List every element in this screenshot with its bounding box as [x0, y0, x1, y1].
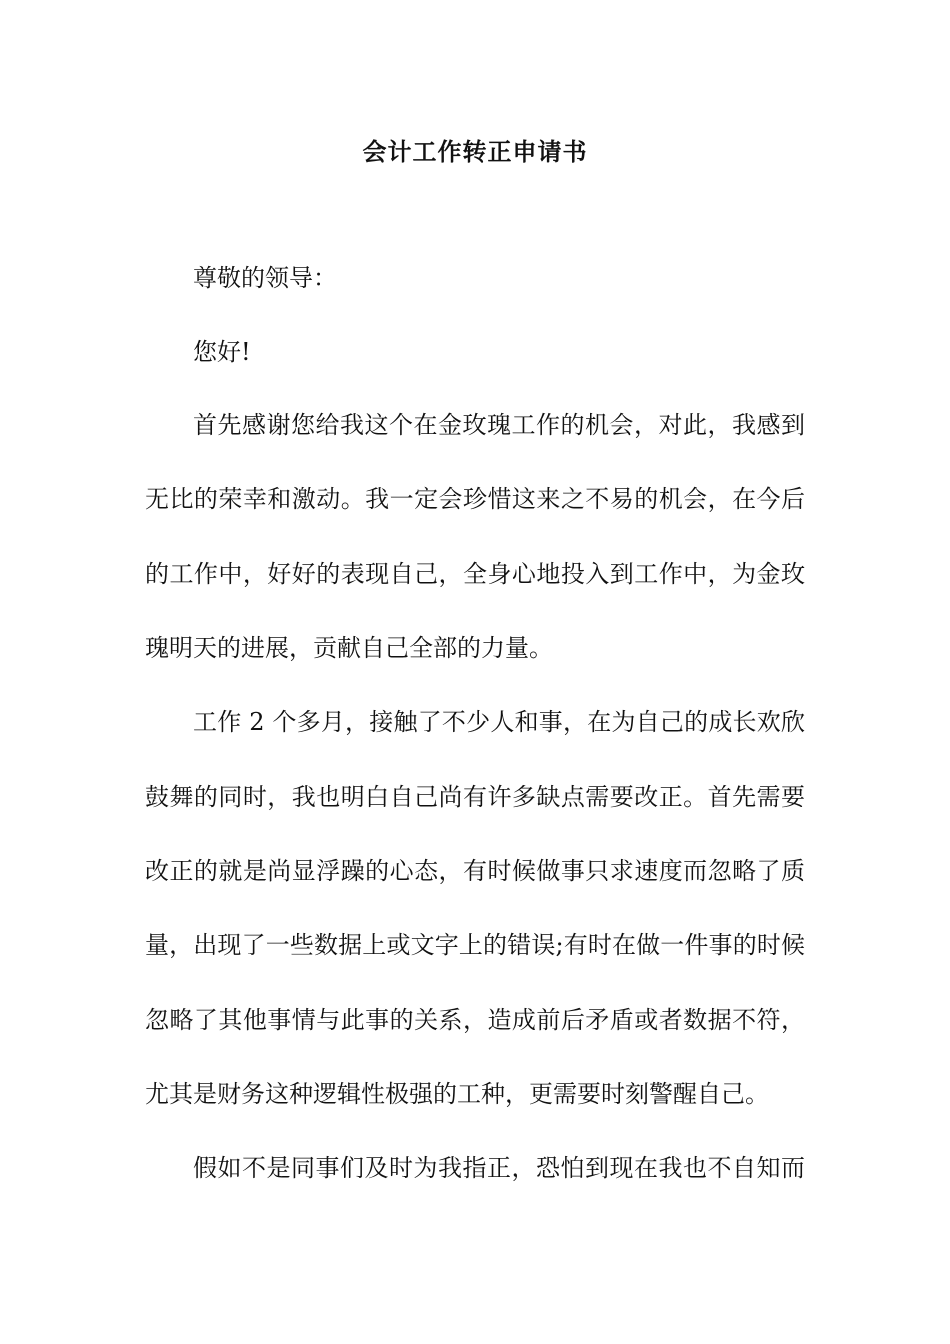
document-title: 会计工作转正申请书 [362, 137, 588, 166]
paragraph-1-line-1: 首先感谢您给我这个在金玫瑰工作的机会，对此，我感到 [193, 411, 805, 439]
paragraph-2-line-3: 改正的就是尚显浮躁的心态，有时候做事只求速度而忽略了质 [145, 857, 805, 885]
salutation: 尊敬的领导： [193, 264, 337, 292]
paragraph-3-line-1: 假如不是同事们及时为我指正，恐怕到现在我也不自知而 [193, 1154, 805, 1182]
greeting: 您好! [193, 338, 251, 366]
paragraph-2-line-2: 鼓舞的同时，我也明白自己尚有许多缺点需要改正。首先需要 [145, 783, 805, 811]
paragraph-2-line-5: 忽略了其他事情与此事的关系，造成前后矛盾或者数据不符， [145, 1006, 805, 1034]
paragraph-1-line-3: 的工作中，好好的表现自己，全身心地投入到工作中，为金玫 [145, 560, 805, 588]
paragraph-1-line-2: 无比的荣幸和激动。我一定会珍惜这来之不易的机会，在今后 [145, 485, 805, 513]
paragraph-1-line-4: 瑰明天的进展，贡献自己全部的力量。 [145, 634, 553, 662]
paragraph-2-line-4: 量，出现了一些数据上或文字上的错误;有时在做一件事的时候 [145, 931, 805, 959]
paragraph-2-line-6: 尤其是财务这种逻辑性极强的工种，更需要时刻警醒自己。 [145, 1080, 769, 1108]
paragraph-2-line-1: 工作 2 个多月，接触了不少人和事，在为自己的成长欢欣 [193, 708, 805, 736]
